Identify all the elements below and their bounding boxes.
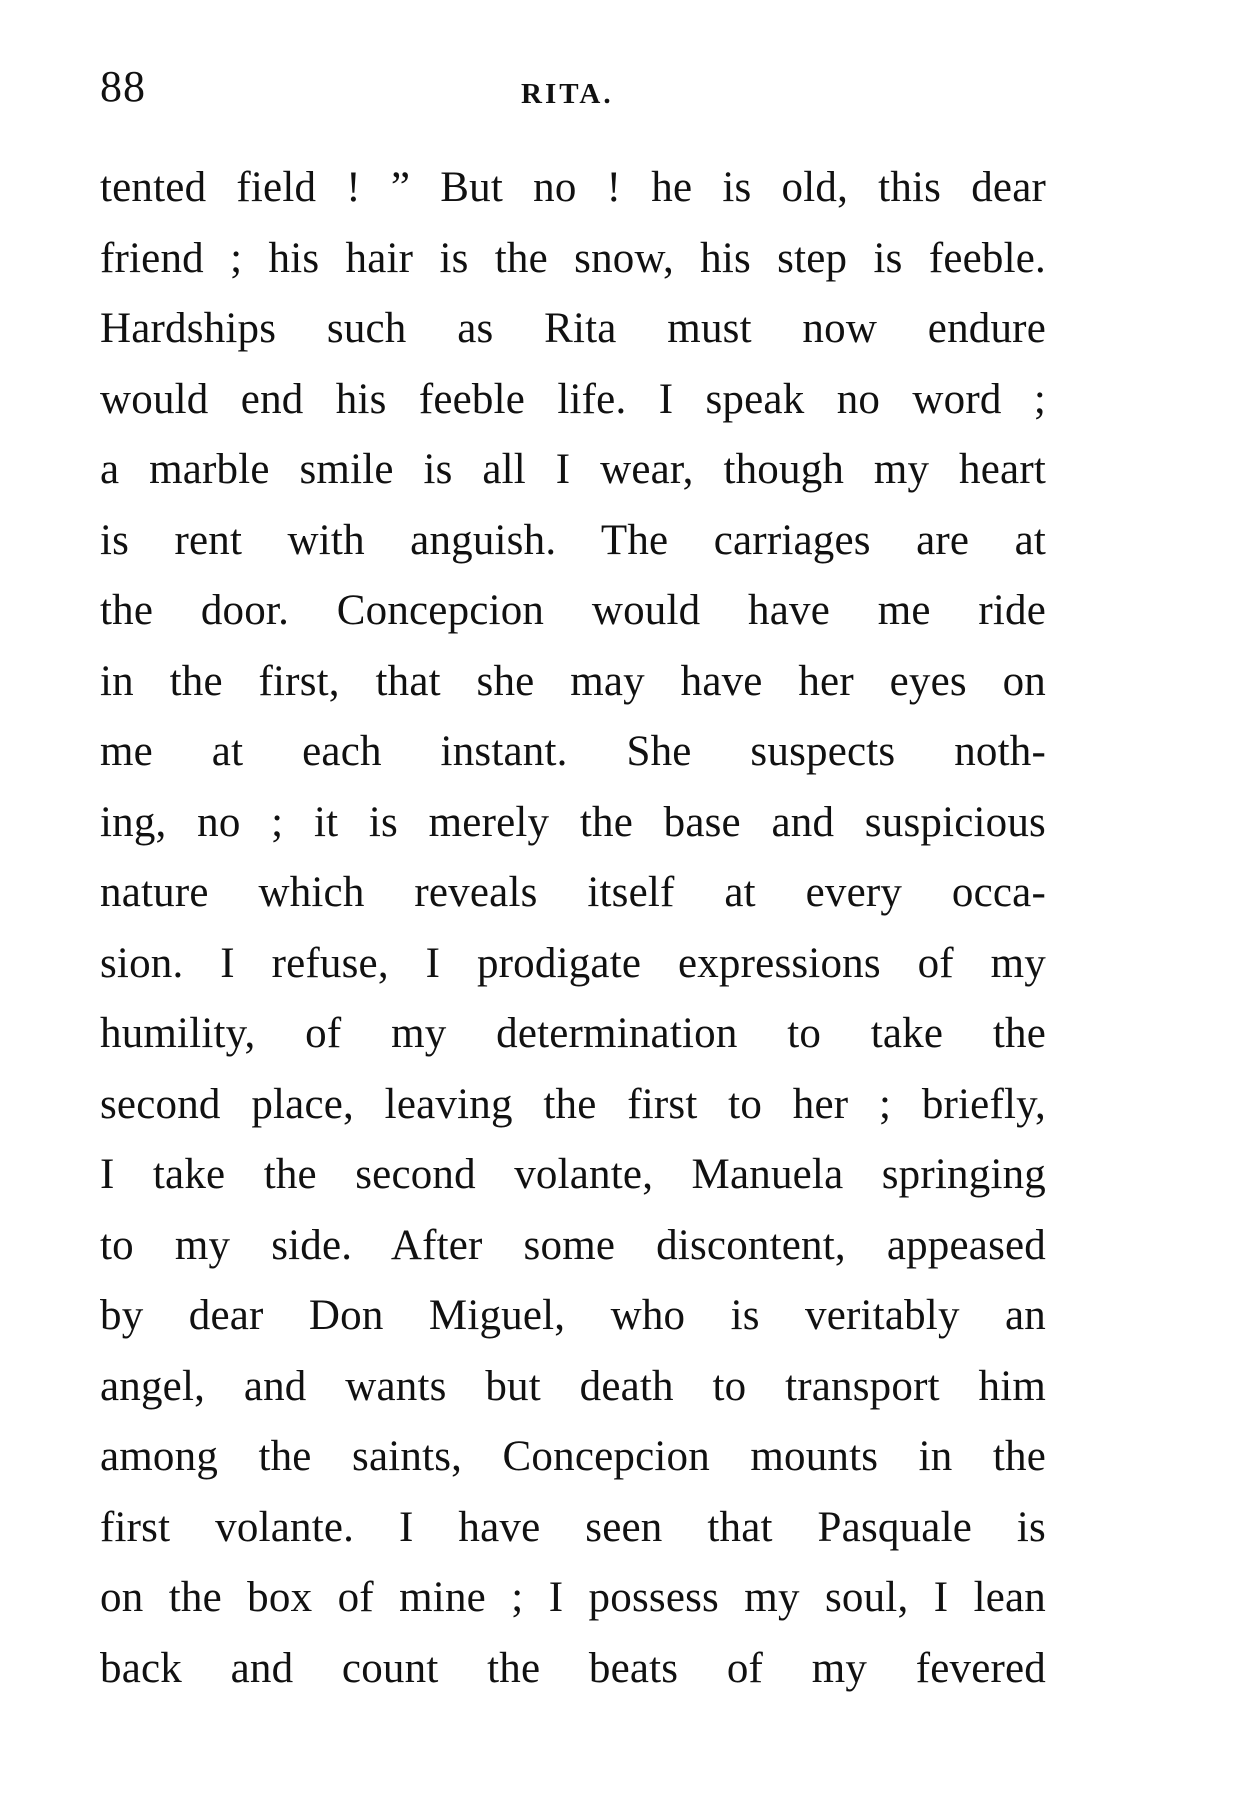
text-line: angel, and wants but death to transport him — [100, 1362, 1046, 1410]
text-line: is rent with anguish. The carriages are at — [100, 516, 1046, 564]
text-line: the door. Concepcion would have me ride — [100, 587, 1046, 634]
text-line: humility, of my determination to take the — [100, 1010, 1046, 1057]
text-line: sion. I refuse, I prodigate expressions of my — [100, 939, 1046, 987]
text-line: I take the second volante, Manuela springing — [100, 1151, 1046, 1198]
text-line: among the saints, Concepcion mounts in the — [100, 1433, 1046, 1480]
text-line: would end his feeble life. I speak no word ; — [100, 375, 1046, 423]
text-line: first volante. I have seen that Pasquale is — [100, 1503, 1046, 1551]
running-title: RITA. — [521, 78, 614, 110]
running-head — [0, 62, 1257, 112]
text-line: friend ; his hair is the snow, his step is feeble. — [100, 234, 1046, 282]
text-line: a marble smile is all I wear, though my heart — [100, 446, 1046, 493]
text-line: Hardships such as Rita must now endure — [100, 305, 1046, 352]
text-line: ing, no ; it is merely the base and suspicious — [100, 798, 1046, 846]
text-line: second place, leaving the first to her ; briefly, — [100, 1080, 1046, 1128]
text-line: nature which reveals itself at every occa- — [100, 869, 1046, 916]
body-text — [100, 160, 1046, 1711]
text-line: tented field ! ” But no ! he is old, this dear — [100, 164, 1046, 211]
page-number: 88 — [100, 62, 146, 111]
text-line: on the box of mine ; I possess my soul, I lean — [100, 1574, 1046, 1621]
text-line: back and count the beats of my fevered — [100, 1644, 1046, 1692]
text-line: in the first, that she may have her eyes on — [100, 657, 1046, 705]
text-line: me at each instant. She suspects noth- — [100, 728, 1046, 775]
text-line: to my side. After some discontent, appeased — [100, 1221, 1046, 1269]
text-line: by dear Don Miguel, who is veritably an — [100, 1292, 1046, 1339]
